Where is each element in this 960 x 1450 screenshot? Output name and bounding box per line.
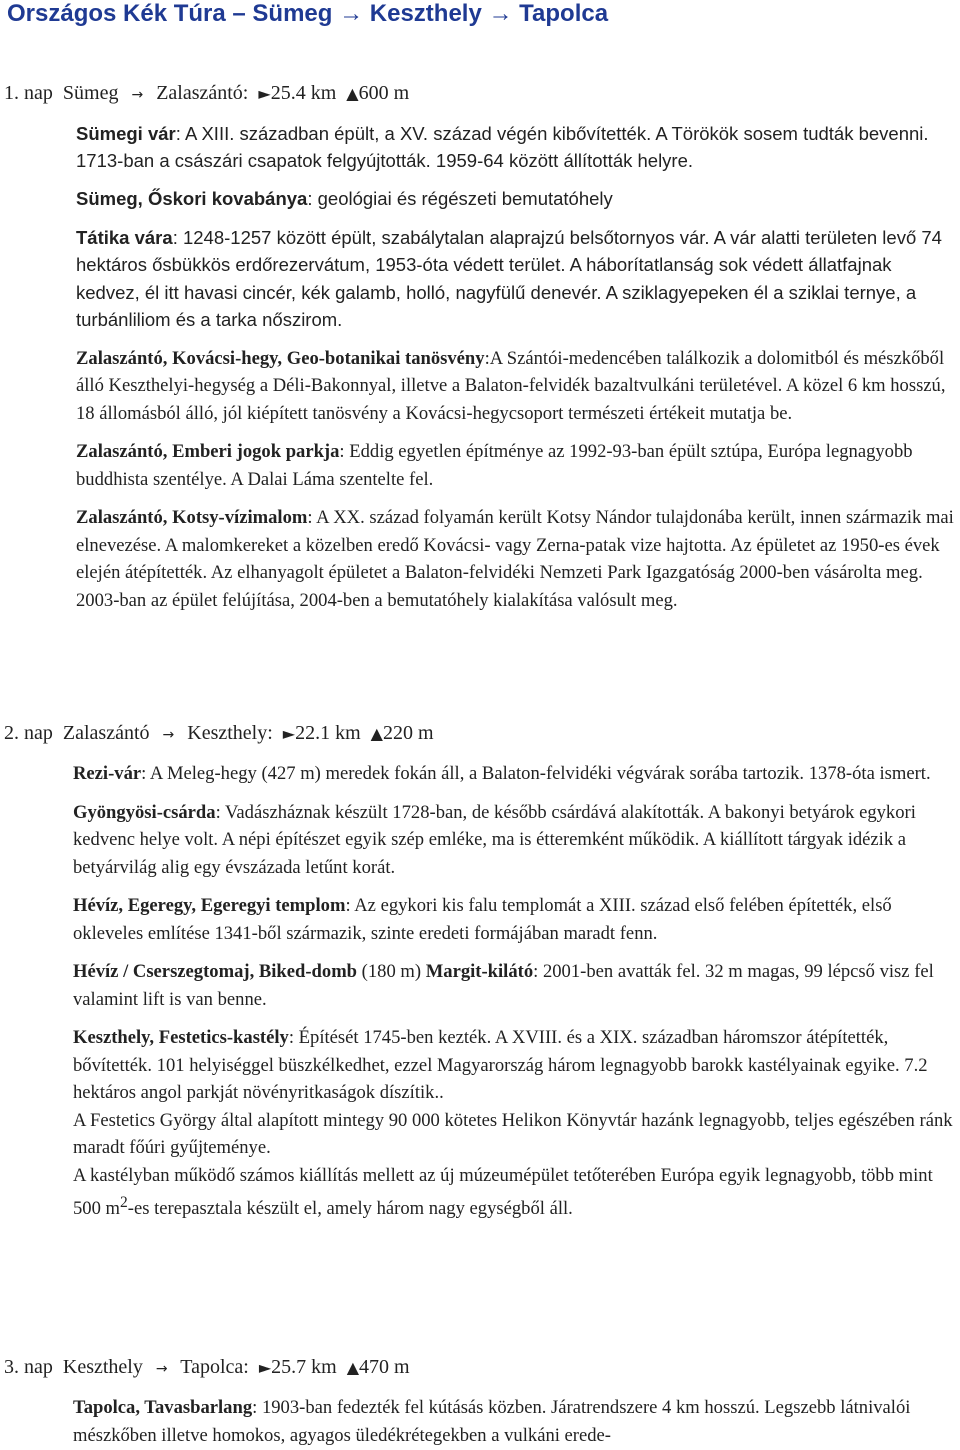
entry-text: : A XIII. században épült, a XV. század végén kibővítették. A Törökök sosem tudták bevenni. 1713-ban a császári csapatok felgyújtották. 1959-64 között állították helyre. <box>76 123 929 171</box>
arrow-icon: → <box>155 1361 168 1377</box>
entry-emberi-jogok <box>76 438 956 493</box>
day-to: Tapolca: <box>180 1356 249 1378</box>
entry-name: Sümeg, Őskori kovabánya <box>76 188 308 209</box>
entry-text: : A XX. század folyamán került Kotsy Nándor tulajdonába került, innen származik mai elnevezése. A malomkereket a közelben eredő Kovácsi- vagy Zerna-patak vize hajtotta. Az épületet az 1950-es évek elején átépítették. Az elhanyagolt épületet a Balaton-felvidéki Nemzeti Park Igazgatóság 2000-ben vásárolta meg. 2003-ban az épület felújítása, 2004-ben a bemutatóhely kialakítása valósult meg. <box>76 507 954 611</box>
day-from: Keszthely <box>62 1356 143 1378</box>
entry-text: : Vadászháznak készült 1728-ban, de később csárdává alakították. A bakonyi betyárok egykori kedvenc helye volt. A népi építészet egyik szép emléke, ma is étteremként működik. A kiállított tárgyak idézik a betyárvilág alig egy évszázada letűnt korát. <box>73 801 916 878</box>
entry-helikon: A Festetics György által alapított mintegy 90 000 kötetes Helikon Könyvtár hazánk legnagyobb, teljes egészében ránk maradt főúri gyűjteménye. <box>73 1109 953 1158</box>
entry-name: Margit-kilátó <box>425 961 534 982</box>
entry-name: Tátika vára <box>76 226 173 248</box>
day1-content <box>76 120 956 614</box>
day-label: 1. nap <box>4 82 53 104</box>
page-title: Országos Kék Túra – Sümeg → Keszthely → Tapolca <box>7 0 609 27</box>
entry-tatika <box>76 224 956 334</box>
entry-name: Hévíz, Egeregy, Egeregyi templom <box>73 895 346 916</box>
entry-name: Keszthely, Festetics-kastély <box>73 1027 289 1048</box>
day-to: Zalaszántó: <box>156 82 249 104</box>
day-label: 2. nap <box>4 722 53 744</box>
entry-text: : geológiai és régészeti bemutatóhely <box>307 188 613 209</box>
entry-tavasbarlang <box>73 1394 953 1449</box>
ascent-icon: ▲ <box>346 84 359 103</box>
entry-kovacsi-hegy <box>76 345 956 428</box>
day3-content <box>73 1394 953 1449</box>
entry-name: Zalaszántó, Kovácsi-hegy, Geo-botanikai tanösvény <box>76 347 485 369</box>
entry-name: Rezi-vár <box>73 763 142 784</box>
day-ascent: 470 m <box>359 1356 410 1378</box>
day-ascent: 220 m <box>382 722 434 744</box>
day-from: Sümeg <box>62 82 119 104</box>
entry-text: : 2001-ben avatták fel. 32 m magas, 99 lépcső visz fel valamint lift is van benne. <box>73 961 934 1010</box>
play-icon: ► <box>282 724 296 743</box>
day-distance: 25.7 km <box>271 1356 337 1378</box>
entry-kovabanya <box>76 185 956 213</box>
arrow-icon: → <box>131 87 144 103</box>
entry-text: : Az egykori kis falu templomát a XIII. század első felében építették, első okleveles említése 1341-ből származik, szinte eredeti formájában maradt fenn. <box>73 895 892 944</box>
day1-header <box>4 82 409 105</box>
entry-text: A kastélyban működő számos kiállítás mellett az új múzeumépület tetőterében Európa egyik legnagyobb, több mint 500 m <box>73 1164 933 1220</box>
entry-name: Zalaszántó, Kotsy-vízimalom <box>76 507 308 528</box>
entry-egeregy <box>73 892 953 947</box>
day-distance: 25.4 km <box>270 82 337 104</box>
entry-text: : 1248-1257 között épült, szabálytalan alaprajzú belsőtornyos vár. A vár alatti területen levő 74 hektáros ősbükkös erdőrezervátum, 1953-óta védett terület. A háborítatlanság sok védett állatfajnak kedvez, él itt havasi cincér, kék galamb, holló, nagyfülű denevér. A sziklagyepeken él a sziklai ternye, a turbánliliom és a tarka nőszirom. <box>76 226 942 330</box>
ascent-icon: ▲ <box>370 724 383 743</box>
entry-name: Sümegi vár <box>76 123 176 144</box>
day2-content <box>73 760 953 1223</box>
superscript: 2 <box>120 1194 128 1211</box>
play-icon: ► <box>258 84 271 103</box>
entry-name: Tapolca, Tavasbarlang <box>73 1397 253 1418</box>
day-ascent: 600 m <box>358 82 410 104</box>
entry-text: : A Meleg-hegy (427 m) meredek fokán áll, a Balaton-felvidéki végvárak sorába tartozik. 1378-óta ismert. <box>141 763 931 784</box>
entry-text: -es terepasztala készült el, amely három nagy egységből áll. <box>127 1198 573 1220</box>
entry-text: :A Szántói-medencében találkozik a dolomitból és mészkőből álló Keszthelyi-hegység a Déli-Bakonnyal, illetve a Balaton-felvidék bazaltvulkáni területével. A közel 6 km hosszú, 18 állomásból álló, jól kiépített tanösvény a Kovácsi-hegycsoport természeti értékeit mutatja be. <box>76 347 946 424</box>
entry-gyongyosi-csarda <box>73 799 953 882</box>
arrow-icon: → <box>162 727 175 743</box>
day-from: Zalaszántó <box>62 722 150 744</box>
day-to: Keszthely: <box>187 722 273 744</box>
entry-festetics <box>73 1024 953 1107</box>
entry-text: : Építését 1745-ben kezték. A XVIII. és a XIX. században háromszor átépítették, bővítették. 101 helyiséggel büszkélkedhet, ezzel Magyarország három legnagyobb barokk kastélyainak egyike. 7.2 hektáros angol parkját növényritkaságok díszítik.. <box>73 1027 928 1103</box>
entry-rezi-var <box>73 760 953 788</box>
play-icon: ► <box>258 1358 272 1377</box>
entry-kotsy-malom <box>76 504 956 614</box>
day3-header <box>4 1356 410 1379</box>
entry-name: Gyöngyösi-csárda <box>73 801 216 823</box>
entry-text: : Eddig egyetlen építménye az 1992-93-ban épült sztúpa, Európa legnagyobb buddhista szentélye. A Dalai Láma szentelte fel. <box>76 441 913 490</box>
entry-muzeum <box>73 1162 953 1223</box>
entry-text: (180 m) <box>357 961 426 982</box>
entry-text: : 1903-ban fedezték fel kútásás közben. Járatrendszere 4 km hosszú. Legszebb látnivalói mészkőben illetve homokos, agyagos üledékrétegekben a vulkáni erede- <box>73 1397 911 1446</box>
entry-name: Zalaszántó, Emberi jogok parkja <box>76 441 340 462</box>
day-distance: 22.1 km <box>295 722 361 744</box>
entry-biked-domb <box>73 958 953 1013</box>
ascent-icon: ▲ <box>346 1358 360 1377</box>
day-label: 3. nap <box>4 1356 53 1378</box>
day2-header <box>4 722 434 745</box>
entry-sumegi-var <box>76 120 956 174</box>
entry-name: Hévíz / Cserszegtomaj, Biked-domb <box>73 961 358 982</box>
